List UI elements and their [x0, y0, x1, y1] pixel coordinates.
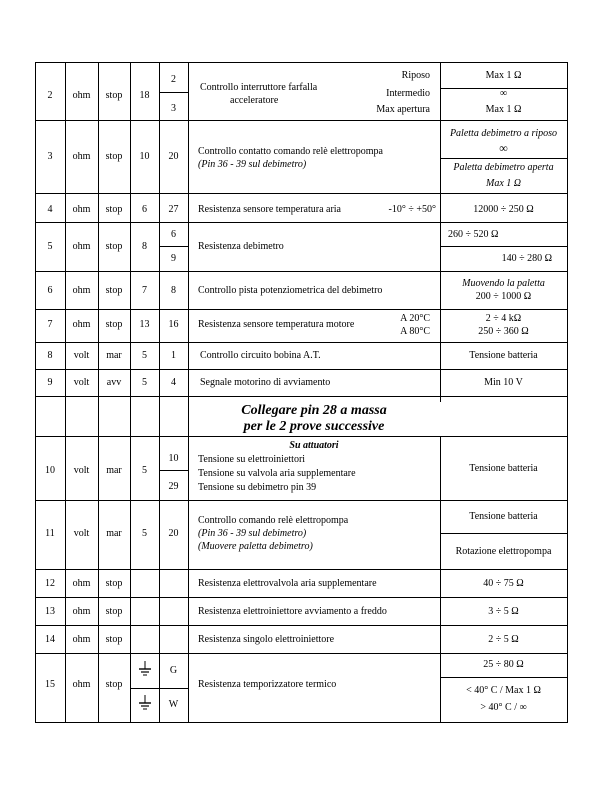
- grid-line: [35, 222, 567, 223]
- value: Paletta debimetro aperta: [453, 162, 554, 173]
- grid-line: [188, 62, 189, 723]
- value: Rotazione elettropompa: [455, 546, 552, 557]
- row-number: 3: [47, 151, 53, 162]
- row-number: 2: [47, 90, 53, 101]
- mode: avv: [106, 377, 122, 388]
- pin-a: 5: [142, 377, 147, 388]
- value: Max 1 Ω: [486, 178, 521, 189]
- value: 200 ÷ 1000 Ω: [475, 291, 532, 302]
- pin-b: 10: [168, 453, 179, 464]
- grid-line: [440, 533, 567, 534]
- pin-b: 2: [171, 74, 176, 85]
- mode: mar: [106, 350, 122, 361]
- description: acceleratore: [230, 95, 279, 106]
- value: 2 ÷ 4 kΩ: [485, 313, 522, 324]
- pin-a: 18: [139, 90, 150, 101]
- value: 12000 ÷ 250 Ω: [473, 204, 534, 215]
- mode: mar: [106, 465, 122, 476]
- pin-b: 9: [171, 253, 176, 264]
- ground-symbol-icon: [138, 695, 152, 711]
- unit: ohm: [72, 578, 91, 589]
- pin-b: 20: [168, 528, 179, 539]
- mode: stop: [105, 634, 123, 645]
- grid-line: [159, 246, 188, 247]
- description: Controllo contatto comando relè elettropompa: [198, 146, 383, 157]
- row-number: 10: [45, 465, 55, 476]
- grid-line: [440, 677, 567, 678]
- grid-line: [35, 369, 567, 370]
- description: Controllo pista potenziometrica del debimetro: [198, 285, 383, 296]
- value: < 40° C / Max 1 Ω: [466, 685, 541, 696]
- condition: Max apertura: [376, 104, 430, 115]
- grid-line: [35, 193, 567, 194]
- unit: volt: [73, 465, 90, 476]
- value: Max 1 Ω: [485, 70, 522, 81]
- value: 40 ÷ 75 Ω: [483, 578, 524, 589]
- mode: stop: [105, 241, 123, 252]
- heading-line: per le 2 prove successive: [243, 419, 385, 434]
- heading-line: Collegare pin 28 a massa: [241, 403, 387, 418]
- description: Resistenza elettrovalvola aria supplementare: [198, 578, 377, 589]
- condition: A 20°C: [400, 313, 430, 324]
- pin-b: 4: [171, 377, 176, 388]
- value: 2 ÷ 5 Ω: [488, 634, 519, 645]
- description: Resistenza temporizzatore termico: [198, 679, 337, 690]
- pin-b: 27: [168, 204, 179, 215]
- condition: Intermedio: [386, 88, 430, 99]
- grid-line: [35, 271, 567, 272]
- subheading: Su attuatori: [289, 440, 339, 451]
- grid-line: [35, 120, 567, 121]
- grid-line: [130, 688, 188, 689]
- unit: volt: [73, 528, 90, 539]
- description-note: (Muovere paletta debimetro): [198, 541, 313, 552]
- description: Resistenza debimetro: [198, 241, 284, 252]
- ground-symbol-icon: [138, 661, 152, 677]
- pin-b: G: [169, 665, 178, 676]
- pin-a: 5: [142, 465, 147, 476]
- grid-line: [35, 569, 567, 570]
- value: 260 ÷ 520 Ω: [448, 229, 499, 240]
- value: ∞: [499, 141, 508, 155]
- pin-a: 8: [142, 241, 147, 252]
- unit: ohm: [72, 90, 91, 101]
- row-number: 14: [45, 634, 55, 645]
- unit: ohm: [72, 204, 91, 215]
- pin-a: 5: [142, 528, 147, 539]
- description: Tensione su valvola aria supplementare: [198, 468, 356, 479]
- description: Tensione su debimetro pin 39: [198, 482, 317, 493]
- unit: ohm: [72, 606, 91, 617]
- mode: stop: [105, 606, 123, 617]
- description: Resistenza sensore temperatura aria: [198, 204, 341, 215]
- mode: stop: [105, 90, 123, 101]
- unit: ohm: [72, 241, 91, 252]
- grid-line: [440, 158, 567, 159]
- description-note: (Pin 36 - 39 sul debimetro): [198, 528, 307, 539]
- row-number: 6: [47, 285, 53, 296]
- mode: mar: [106, 528, 122, 539]
- row-number: 9: [47, 377, 53, 388]
- unit: volt: [73, 377, 90, 388]
- mode: stop: [105, 679, 123, 690]
- unit: ohm: [72, 285, 91, 296]
- grid-line: [35, 436, 567, 437]
- value: Muovendo la paletta: [462, 278, 545, 289]
- mode: stop: [105, 319, 123, 330]
- value: Tensione batteria: [469, 350, 538, 361]
- pin-b: 1: [171, 350, 176, 361]
- condition: A 80°C: [400, 326, 430, 337]
- value: Tensione batteria: [469, 511, 538, 522]
- grid-line: [35, 597, 567, 598]
- value: 3 ÷ 5 Ω: [488, 606, 519, 617]
- value: 140 ÷ 280 Ω: [501, 253, 552, 264]
- mode: stop: [105, 151, 123, 162]
- row-number: 11: [45, 528, 55, 539]
- pin-b: 3: [171, 103, 176, 114]
- value: ∞: [499, 88, 508, 99]
- pin-b: 16: [168, 319, 179, 330]
- pin-b: 6: [171, 229, 176, 240]
- value: Tensione batteria: [469, 463, 538, 474]
- mode: stop: [105, 204, 123, 215]
- pin-b: W: [168, 699, 179, 710]
- grid-line: [35, 62, 567, 63]
- condition: Riposo: [401, 70, 430, 81]
- value: > 40° C / ∞: [480, 702, 527, 713]
- unit: ohm: [72, 679, 91, 690]
- unit: ohm: [72, 634, 91, 645]
- row-number: 12: [45, 578, 55, 589]
- row-number: 5: [47, 241, 53, 252]
- description-note: (Pin 36 - 39 sul debimetro): [198, 159, 307, 170]
- unit: volt: [73, 350, 90, 361]
- description: Controllo interruttore farfalla: [200, 82, 318, 93]
- grid-line: [159, 470, 188, 471]
- pin-a: 6: [142, 204, 147, 215]
- description: Segnale motorino di avviamento: [200, 377, 331, 388]
- grid-line: [35, 500, 567, 501]
- condition: -10° ÷ +50°: [388, 204, 436, 215]
- description: Controllo circuito bobina A.T.: [200, 350, 321, 361]
- row-number: 15: [45, 679, 55, 690]
- grid-line: [35, 625, 567, 626]
- mode: stop: [105, 285, 123, 296]
- pin-a: 10: [139, 151, 150, 162]
- grid-line: [35, 342, 567, 343]
- grid-line: [35, 653, 567, 654]
- pin-a: 7: [142, 285, 147, 296]
- mode: stop: [105, 578, 123, 589]
- value: Max 1 Ω: [485, 104, 522, 115]
- value: 250 ÷ 360 Ω: [478, 326, 529, 337]
- grid-line: [35, 396, 567, 397]
- description: Tensione su elettroiniettori: [198, 454, 306, 465]
- grid-line: [440, 246, 567, 247]
- description: Resistenza singolo elettroiniettore: [198, 634, 335, 645]
- grid-line: [35, 722, 567, 723]
- value: 25 ÷ 80 Ω: [483, 659, 524, 670]
- grid-line: [35, 309, 567, 310]
- value: Min 10 V: [484, 377, 523, 388]
- pin-b: 8: [171, 285, 176, 296]
- grid-line: [567, 62, 568, 723]
- description: Controllo comando relè elettropompa: [198, 515, 349, 526]
- pin-a: 5: [142, 350, 147, 361]
- pin-b: 20: [168, 151, 179, 162]
- row-number: 13: [45, 606, 55, 617]
- unit: ohm: [72, 319, 91, 330]
- row-number: 8: [47, 350, 53, 361]
- grid-line: [159, 92, 188, 93]
- description: Resistenza sensore temperatura motore: [198, 319, 355, 330]
- description: Resistenza elettroiniettore avviamento a freddo: [198, 606, 387, 617]
- unit: ohm: [72, 151, 91, 162]
- row-number: 4: [47, 204, 53, 215]
- pin-a: 13: [139, 319, 150, 330]
- value: Paletta debimetro a riposo: [449, 128, 558, 139]
- pin-b: 29: [168, 481, 179, 492]
- row-number: 7: [47, 319, 53, 330]
